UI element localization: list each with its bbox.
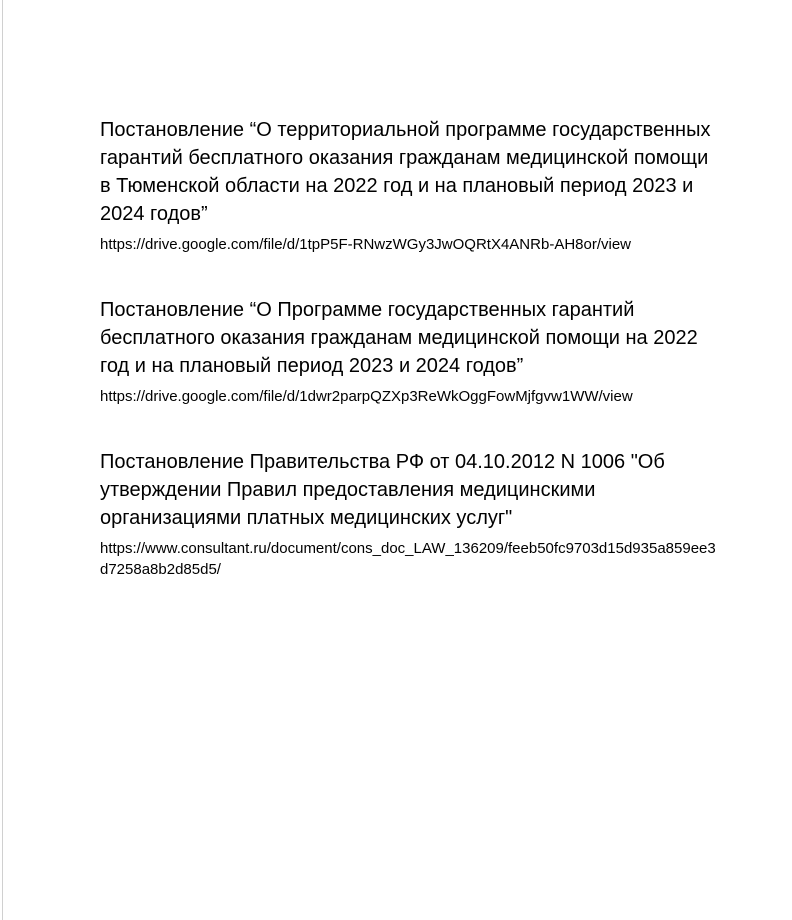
page-edge — [2, 0, 3, 920]
entry-link[interactable]: https://drive.google.com/file/d/1tpP5F-RNwzWGy3JwOQRtX4ANRb-AH8or/view — [100, 236, 632, 253]
entry-link[interactable]: https://www.consultant.ru/document/cons_doc_LAW_136209/feeb50fc9703d15d935a859ee3d7258a8b2d85d5/ — [100, 540, 716, 578]
document-entry — [100, 448, 720, 580]
document-body — [100, 116, 720, 580]
entry-title: Постановление “О Программе государственных гарантий бесплатного оказания гражданам медицинской помощи на 2022 год и на плановый период 2023 и 2024 годов” — [100, 299, 698, 377]
document-entry — [100, 116, 720, 255]
entry-link[interactable]: https://drive.google.com/file/d/1dwr2parpQZXp3ReWkOggFowMjfgvw1WW/view — [100, 388, 633, 405]
document-entry — [100, 296, 720, 407]
entry-title: Постановление “О территориальной программе государственных гарантий бесплатного оказания гражданам медицинской помощи в Тюменской области на 2022 год и на плановый период 2023 и 2024 годов” — [100, 119, 711, 225]
entry-title: Постановление Правительства РФ от 04.10.2012 N 1006 "Об утверждении Правил предоставления медицинскими организациями платных медицинских услуг" — [100, 451, 665, 529]
